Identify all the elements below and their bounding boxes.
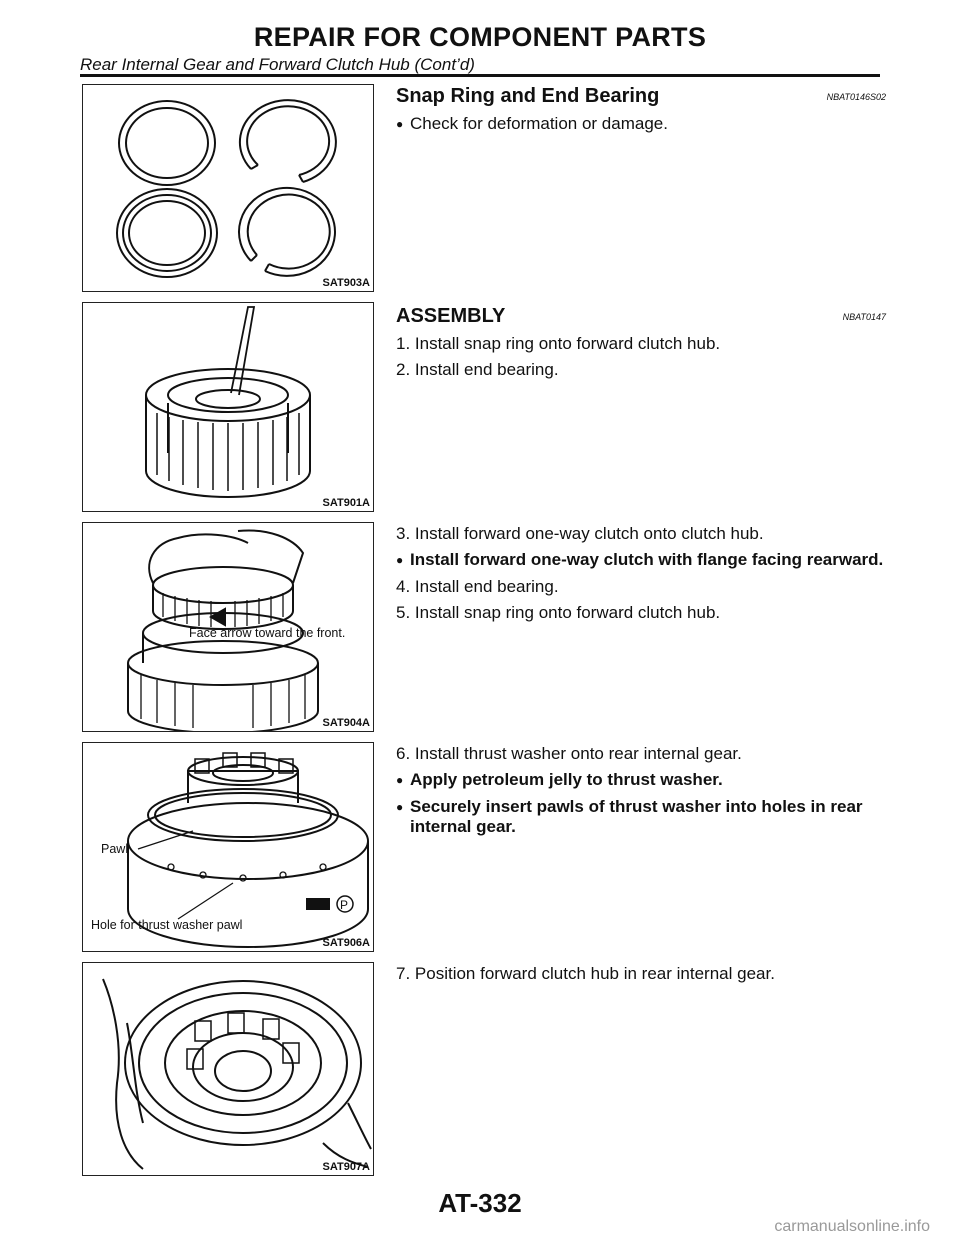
bullet-item xyxy=(396,770,886,790)
section-heading xyxy=(396,84,886,108)
snap-rings-illustration xyxy=(83,85,373,291)
bullet-item xyxy=(396,797,886,838)
page-header xyxy=(80,22,880,75)
bullet-icon: ● xyxy=(396,553,404,568)
bullet-text: Securely insert pawls of thrust washer into holes in rear internal gear. xyxy=(410,796,863,837)
bullet-item xyxy=(396,114,886,134)
bullet-text: Check for deformation or damage. xyxy=(410,114,668,133)
bullet-icon: ● xyxy=(396,773,404,788)
hub-in-gear-illustration xyxy=(83,963,373,1175)
clutch-hub-illustration xyxy=(83,303,373,511)
heading-ref: NBAT0147 xyxy=(842,312,886,322)
step-5: 5. Install snap ring onto forward clutch hub. xyxy=(396,603,721,623)
figure-thrust-washer xyxy=(82,742,374,952)
figure-code: SAT903A xyxy=(322,277,370,289)
bullet-text: Apply petroleum jelly to thrust washer. xyxy=(410,770,723,790)
face-arrow-label: Face arrow toward the front. xyxy=(189,626,346,640)
figure-code: SAT907A xyxy=(322,1161,370,1173)
figure-code: SAT904A xyxy=(322,717,370,729)
figure-snap-rings xyxy=(82,84,374,292)
heading-ref: NBAT0146S02 xyxy=(826,92,886,102)
page-number: AT-332 xyxy=(438,1188,522,1218)
step-3: 3. Install forward one-way clutch onto clutch hub. xyxy=(396,524,764,543)
page-title: REPAIR FOR COMPONENT PARTS xyxy=(253,22,707,52)
figure-position-hub xyxy=(82,962,374,1176)
hole-label: Hole for thrust washer pawl xyxy=(91,918,243,932)
section-thrust-washer xyxy=(396,744,886,838)
page-subtitle: Rear Internal Gear and Forward Clutch Hub (Cont’d) xyxy=(80,55,475,74)
lubricant-symbol: P xyxy=(340,898,349,912)
figure-code: SAT906A xyxy=(322,937,370,949)
heading-text: ASSEMBLY xyxy=(396,305,506,327)
step-1: 1. Install snap ring onto forward clutch hub. xyxy=(396,334,721,353)
thrust-washer-illustration xyxy=(83,743,373,951)
step-6: 6. Install thrust washer onto rear internal gear. xyxy=(396,744,742,763)
bullet-icon: ● xyxy=(396,799,404,814)
heading-text: Snap Ring and End Bearing xyxy=(396,85,660,107)
bullet-icon: ● xyxy=(396,117,404,131)
section-position xyxy=(396,964,886,984)
figure-snap-ring-install xyxy=(82,302,374,512)
one-way-clutch-illustration xyxy=(83,523,373,731)
step-2: 2. Install end bearing. xyxy=(396,360,559,380)
bullet-text: Install forward one-way clutch with flange facing rearward. xyxy=(410,550,884,570)
header-rule xyxy=(80,74,880,77)
bullet-item xyxy=(396,550,886,570)
section-one-way xyxy=(396,524,886,624)
pawl-label: Pawl xyxy=(101,842,129,856)
figure-code: SAT901A xyxy=(322,497,370,509)
step-4: 4. Install end bearing. xyxy=(396,576,559,596)
section-heading xyxy=(396,304,886,328)
watermark: carmanualsonline.info xyxy=(774,1218,930,1235)
section-snap-ring xyxy=(396,84,886,134)
step-7: 7. Position forward clutch hub in rear internal gear. xyxy=(396,964,775,983)
section-assembly xyxy=(396,304,886,381)
figure-one-way-clutch xyxy=(82,522,374,732)
